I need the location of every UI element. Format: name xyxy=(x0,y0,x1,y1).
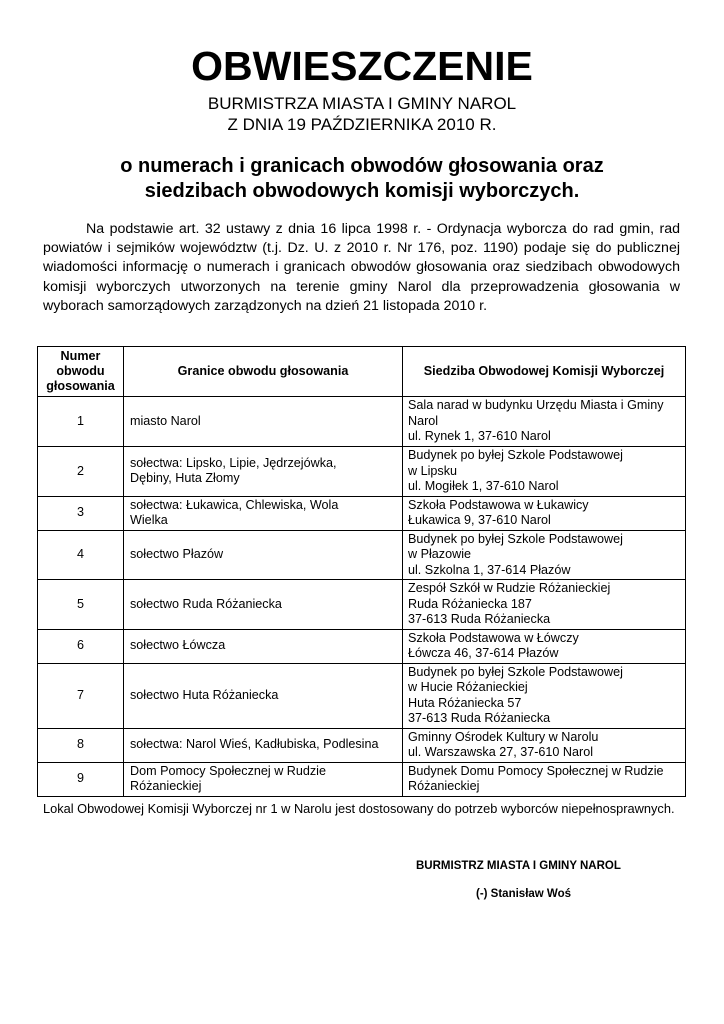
borders-line: sołectwo Huta Różaniecka xyxy=(130,687,279,702)
date-line: Z DNIA 19 PAŹDZIERNIKA 2010 R. xyxy=(227,115,497,134)
district-number: 4 xyxy=(38,530,124,580)
borders-line: miasto Narol xyxy=(130,413,201,428)
commission-seat xyxy=(403,447,686,497)
signature-title: BURMISTRZ MIASTA I GMINY NAROL xyxy=(416,860,621,872)
seat-line: w Lipsku xyxy=(408,463,457,478)
seat-line: Budynek po byłej Szkole Podstawowej xyxy=(408,531,623,546)
seat-line: Łówcza 46, 37-614 Płazów xyxy=(408,646,559,660)
district-borders xyxy=(124,496,403,530)
district-number: 5 xyxy=(38,580,124,630)
seat-line: Budynek po byłej Szkole Podstawowej xyxy=(408,448,623,462)
commission-seat xyxy=(403,663,686,728)
seat-line: Ruda Różaniecka 187 xyxy=(408,596,532,611)
seat-line: Szkoła Podstawowa w Łukawicy xyxy=(408,497,589,512)
borders-line: Różanieckiej xyxy=(130,779,202,793)
borders-line: sołectwa: Łukawica, Chlewiska, Wola xyxy=(130,497,339,512)
seat-line: 37-613 Ruda Różaniecka xyxy=(408,612,551,626)
district-borders xyxy=(124,580,403,630)
seat-line: Szkoła Podstawowa w Łówczy xyxy=(408,630,579,645)
header-borders: Granice obwodu głosowania xyxy=(124,347,403,397)
table-header-row xyxy=(38,347,686,397)
commission-seat xyxy=(403,496,686,530)
districts-table xyxy=(37,346,686,797)
borders-line: Dom Pomocy Społecznej w Rudzie xyxy=(130,763,326,778)
district-number: 9 xyxy=(38,762,124,796)
seat-line: Huta Różaniecka 57 xyxy=(408,695,522,710)
seat-line: 37-613 Ruda Różaniecka xyxy=(408,711,551,725)
table-row xyxy=(38,580,686,630)
header-seat: Siedziba Obwodowej Komisji Wyborczej xyxy=(403,347,686,397)
borders-line: sołectwa: Lipsko, Lipie, Jędrzejówka, xyxy=(130,455,337,470)
district-borders xyxy=(124,762,403,796)
accessibility-note: Lokal Obwodowej Komisji Wyborczej nr 1 w Narolu jest dostosowany do potrzeb wyborców niepełnosprawnych. xyxy=(43,801,675,816)
district-borders xyxy=(124,728,403,762)
district-borders xyxy=(124,663,403,728)
district-number: 2 xyxy=(38,447,124,497)
seat-line: Zespół Szkół w Rudzie Różanieckiej xyxy=(408,581,611,595)
district-borders xyxy=(124,447,403,497)
table-row xyxy=(38,530,686,580)
signature-name: (-) Stanisław Woś xyxy=(476,888,571,900)
seat-line: ul. Mogiłek 1, 37-610 Narol xyxy=(408,479,559,493)
borders-line: Dębiny, Huta Złomy xyxy=(130,471,240,486)
borders-line: sołectwo Ruda Różaniecka xyxy=(130,596,282,611)
district-borders xyxy=(124,397,403,447)
borders-line: sołectwo Łówcza xyxy=(130,638,226,653)
intro-paragraph xyxy=(43,220,680,316)
seat-line: ul. Szkolna 1, 37-614 Płazów xyxy=(408,562,571,577)
seat-line: Gminny Ośrodek Kultury w Narolu xyxy=(408,729,599,744)
district-number: 6 xyxy=(38,629,124,663)
document-title: OBWIESZCZENIE xyxy=(191,43,533,89)
seat-line: Budynek po byłej Szkole Podstawowej xyxy=(408,664,623,679)
table-row xyxy=(38,447,686,497)
seat-line: Łukawica 9, 37-610 Narol xyxy=(408,513,551,527)
seat-line: w Płazowie xyxy=(408,547,471,561)
district-number: 7 xyxy=(38,663,124,728)
commission-seat xyxy=(403,397,686,447)
seat-line: Różanieckiej xyxy=(408,779,480,793)
borders-line: Wielka xyxy=(130,513,168,527)
table-body xyxy=(38,397,686,797)
table-row xyxy=(38,629,686,663)
district-number: 1 xyxy=(38,397,124,447)
commission-seat xyxy=(403,580,686,630)
subject-heading xyxy=(40,154,684,204)
seat-line: ul. Rynek 1, 37-610 Narol xyxy=(408,429,551,444)
borders-line: sołectwo Płazów xyxy=(130,547,224,561)
table-row xyxy=(38,496,686,530)
seat-line: Budynek Domu Pomocy Społecznej w Rudzie xyxy=(408,763,664,778)
table-row xyxy=(38,663,686,728)
issuer-line: BURMISTRZA MIASTA I GMINY NAROL xyxy=(207,94,517,113)
seat-line: Narol xyxy=(408,413,439,428)
table-row xyxy=(38,728,686,762)
header-number-l1: Numer xyxy=(60,349,101,363)
seat-line: w Hucie Różanieckiej xyxy=(408,680,528,694)
borders-line: sołectwa: Narol Wieś, Kadłubiska, Podlesina xyxy=(130,737,379,752)
header-number-l3: głosowania xyxy=(46,379,115,393)
commission-seat xyxy=(403,728,686,762)
district-number: 8 xyxy=(38,728,124,762)
district-borders xyxy=(124,530,403,580)
district-number: 3 xyxy=(38,496,124,530)
commission-seat xyxy=(403,629,686,663)
intro-text: Na podstawie art. 32 ustawy z dnia 16 lipca 1998 r. - Ordynacja wyborcza do rad gmin, rad powiatów i sejmików województw (t.j. Dz. U. z 2010 r. Nr 176, poz. 1190) podaje się do publicznej wiadomości informację o numerach i granicach obwodów głosowania oraz siedzibach obwodowych komisji wyborczych utworzonych na terenie gminy Narol dla przeprowadzenia głosowania w wyborach samorządowych zarządzonych na dzień 21 listopada 2010 r. xyxy=(43,221,680,314)
seat-line: ul. Warszawska 27, 37-610 Narol xyxy=(408,745,594,759)
header-number-l2: obwodu xyxy=(56,364,105,378)
commission-seat xyxy=(403,762,686,796)
commission-seat xyxy=(403,530,686,580)
table-row xyxy=(38,397,686,447)
seat-line: Sala narad w budynku Urzędu Miasta i Gminy xyxy=(408,398,664,413)
header-number xyxy=(38,347,124,397)
district-borders xyxy=(124,629,403,663)
subject-line-1: o numerach i granicach obwodów głosowania oraz xyxy=(120,155,604,177)
table-row xyxy=(38,762,686,796)
subject-line-2: siedzibach obwodowych komisji wyborczych. xyxy=(144,180,580,202)
